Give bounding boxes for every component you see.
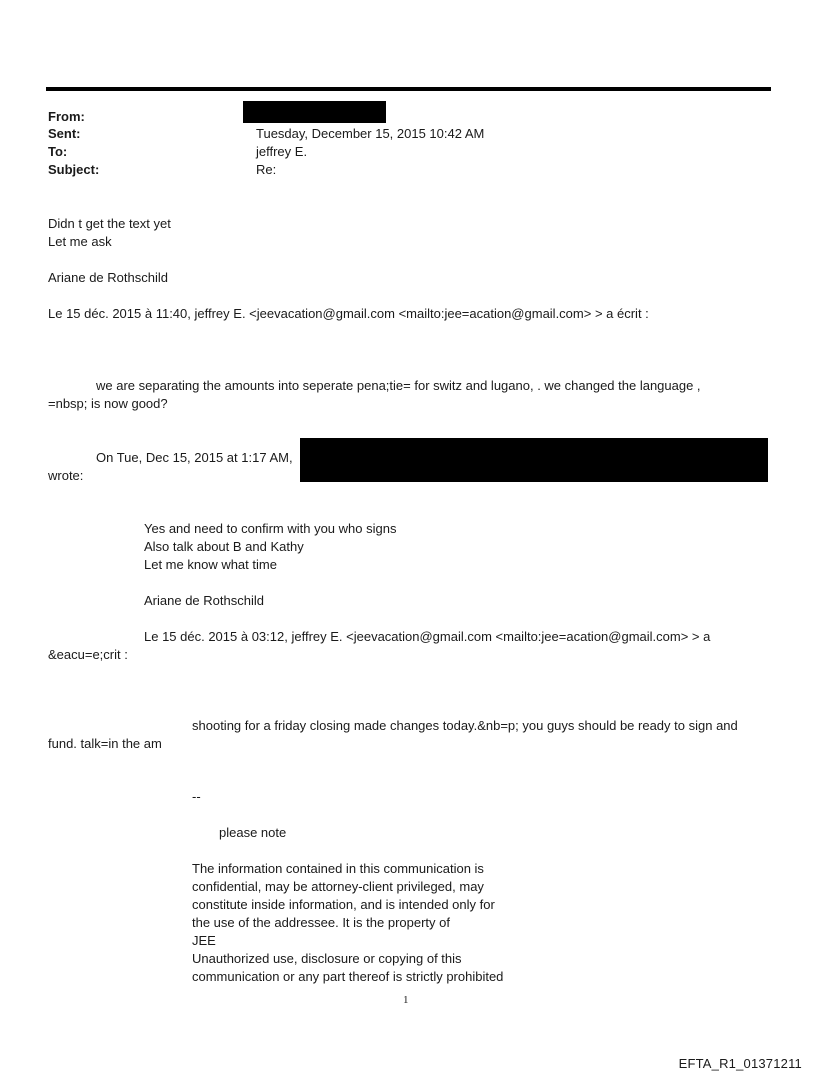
disclaimer-line: Unauthorized use, disclosure or copying of this [192, 951, 462, 966]
quote-header-continued: &eacu=e;crit : [48, 647, 128, 662]
body-line: =nbsp; is now good? [48, 396, 168, 411]
disclaimer-line: JEE [192, 933, 216, 948]
disclaimer-line: constitute inside information, and is intended only for [192, 897, 495, 912]
body-line: Yes and need to confirm with you who signs [144, 521, 397, 536]
body-line: Let me know what time [144, 557, 277, 572]
body-line: fund. talk=in the am [48, 736, 162, 751]
to-label: To: [48, 144, 68, 159]
disclaimer-line: confidential, may be attorney-client privileged, may [192, 879, 484, 894]
sender-redaction [300, 438, 768, 482]
header-rule [46, 87, 771, 91]
from-label: From: [48, 109, 85, 124]
from-redaction [243, 101, 386, 123]
subject-label: Subject: [48, 162, 100, 177]
sent-value: Tuesday, December 15, 2015 10:42 AM [256, 126, 485, 141]
disclaimer-line: the use of the addressee. It is the property of [192, 915, 450, 930]
disclaimer-line: communication or any part thereof is strictly prohibited [192, 969, 504, 984]
subject-value: Re: [256, 162, 277, 177]
quote-header: Le 15 déc. 2015 à 11:40, jeffrey E. <jeevacation@gmail.com <mailto:jee=acation@gmail.com> > a écrit : [48, 306, 649, 321]
page-number: 1 [403, 994, 409, 1006]
disclaimer-title: please note [219, 825, 287, 840]
disclaimer-line: The information contained in this communication is [192, 861, 484, 876]
signature-separator: -- [192, 789, 201, 804]
sent-label: Sent: [48, 126, 81, 141]
body-line: Also talk about B and Kathy [144, 539, 304, 554]
body-line: we are separating the amounts into seperate pena;tie= for switz and lugano, . we changed the language , [96, 378, 701, 393]
document-id: EFTA_R1_01371211 [678, 1056, 802, 1071]
signature-name: Ariane de Rothschild [48, 270, 168, 285]
body-line: Let me ask [48, 234, 112, 249]
signature-name: Ariane de Rothschild [144, 593, 264, 608]
quote-header: On Tue, Dec 15, 2015 at 1:17 AM, [96, 450, 293, 465]
quote-header-continued: wrote: [48, 468, 84, 483]
body-line: shooting for a friday closing made changes today.&nb=p; you guys should be ready to sign and [192, 718, 738, 733]
quote-header: Le 15 déc. 2015 à 03:12, jeffrey E. <jeevacation@gmail.com <mailto:jee=acation@gmail.com> > a [144, 629, 711, 644]
to-value: jeffrey E. [256, 144, 308, 159]
body-line: Didn t get the text yet [48, 216, 171, 231]
